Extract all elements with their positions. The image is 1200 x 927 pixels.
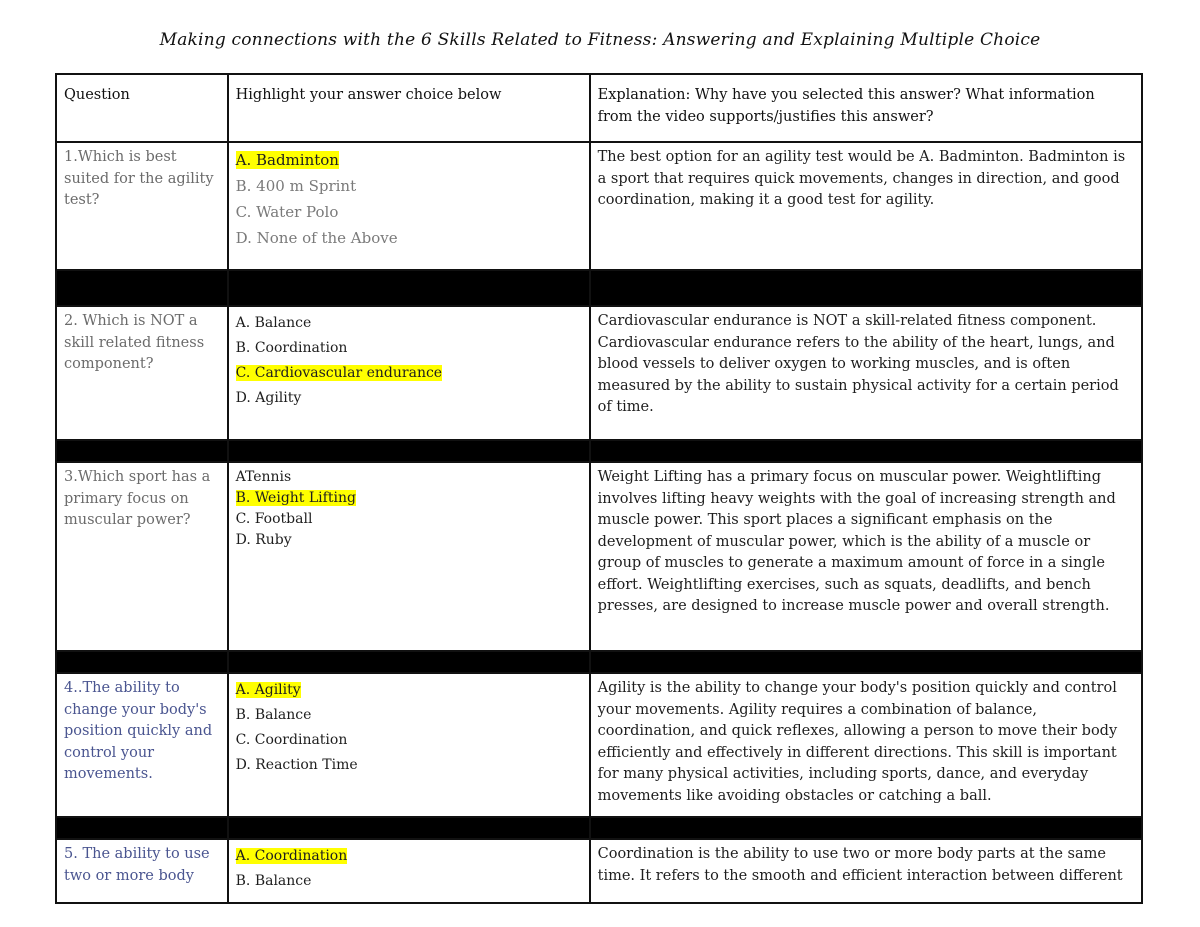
answer-choices [228,462,590,651]
explanation-cell[interactable]: Coordination is the ability to use two or more body parts at the same time. It refers to the smooth and efficient interaction between different [590,839,1142,903]
answer-choice[interactable]: C. Football [235,511,313,527]
answer-choice[interactable]: B. 400 m Sprint [235,177,357,195]
separator-row [56,651,1142,673]
question-cell: 4..The ability to change your body's position quickly and control your movements. [56,673,228,817]
header-question: Question [56,74,228,142]
table-row [56,142,1142,270]
explanation-cell[interactable]: The best option for an agility test would be A. Badminton. Badminton is a sport that requires quick movements, changes in direction, and good coordination, making it a good test for agility. [590,142,1142,270]
question-cell: 3.Which sport has a primary focus on muscular power? [56,462,228,651]
explanation-cell[interactable]: Weight Lifting has a primary focus on muscular power. Weightlifting involves lifting heavy weights with the goal of increasing strength and muscle power. This sport places a significant emphasis on the development of muscular power, which is the ability of a muscle or group of muscles to generate a maximum amount of force in a single effort. Weightlifting exercises, such as squats, deadlifts, and bench presses, are designed to increase muscle power and overall strength. [590,462,1142,651]
answer-choice[interactable] [236,844,582,869]
question-cell: 5. The ability to use two or more body [56,839,228,903]
answer-choices [228,142,590,270]
answer-choice[interactable]: B. Coordination [235,340,348,356]
explanation-cell[interactable]: Agility is the ability to change your body's position quickly and control your movements. Agility requires a combination of balance, coordination, and quick reflexes, allowing a person to move their body efficiently and effectively in different directions. This skill is important for many physical activities, including sports, dance, and everyday movements like avoiding obstacles or catching a ball. [590,673,1142,817]
question-table [55,73,1143,904]
answer-choice[interactable] [236,147,582,173]
answer-choice[interactable]: ATennis [235,469,292,485]
table-row [56,462,1142,651]
answer-choice[interactable]: C. Water Polo [235,203,339,221]
answer-choice[interactable]: B. Balance [235,873,312,889]
answer-choice[interactable] [236,488,582,509]
answer-choice[interactable] [236,361,582,386]
separator-row [56,440,1142,462]
header-answer: Highlight your answer choice below [228,74,590,142]
table-row [56,306,1142,440]
answer-choice[interactable]: D. None of the Above [235,229,398,247]
answer-choices [228,673,590,817]
highlighted-answer: A. Agility [235,682,301,698]
highlighted-answer: A. Coordination [235,848,348,864]
table-row [56,673,1142,817]
answer-choices [228,306,590,440]
answer-choice[interactable]: D. Agility [235,390,302,406]
answer-choice[interactable]: B. Balance [235,707,312,723]
header-explanation: Explanation: Why have you selected this answer? What information from the video supports/justifies this answer? [590,74,1142,142]
highlighted-answer: A. Badminton [235,151,339,169]
answer-choice[interactable]: D. Ruby [235,532,292,548]
question-cell: 2. Which is NOT a skill related fitness component? [56,306,228,440]
table-row [56,839,1142,903]
worksheet-title: Making connections with the 6 Skills Related to Fitness: Answering and Explaining Multiple Choice [159,30,1041,50]
question-cell: 1.Which is best suited for the agility test? [56,142,228,270]
table-header-row [56,74,1142,142]
answer-choice[interactable]: D. Reaction Time [235,757,358,773]
answer-choices [228,839,590,903]
answer-choice[interactable]: A. Balance [235,315,312,331]
highlighted-answer: B. Weight Lifting [235,490,356,506]
highlighted-answer: C. Cardiovascular endurance [235,365,443,381]
explanation-cell[interactable]: Cardiovascular endurance is NOT a skill-related fitness component. Cardiovascular endurance refers to the ability of the heart, lungs, and blood vessels to deliver oxygen to working muscles, and is often measured by the ability to sustain physical activity for a certain period of time. [590,306,1142,440]
answer-choice[interactable]: C. Coordination [235,732,348,748]
answer-choice[interactable] [236,678,582,703]
separator-row [56,270,1142,306]
separator-row [56,817,1142,839]
